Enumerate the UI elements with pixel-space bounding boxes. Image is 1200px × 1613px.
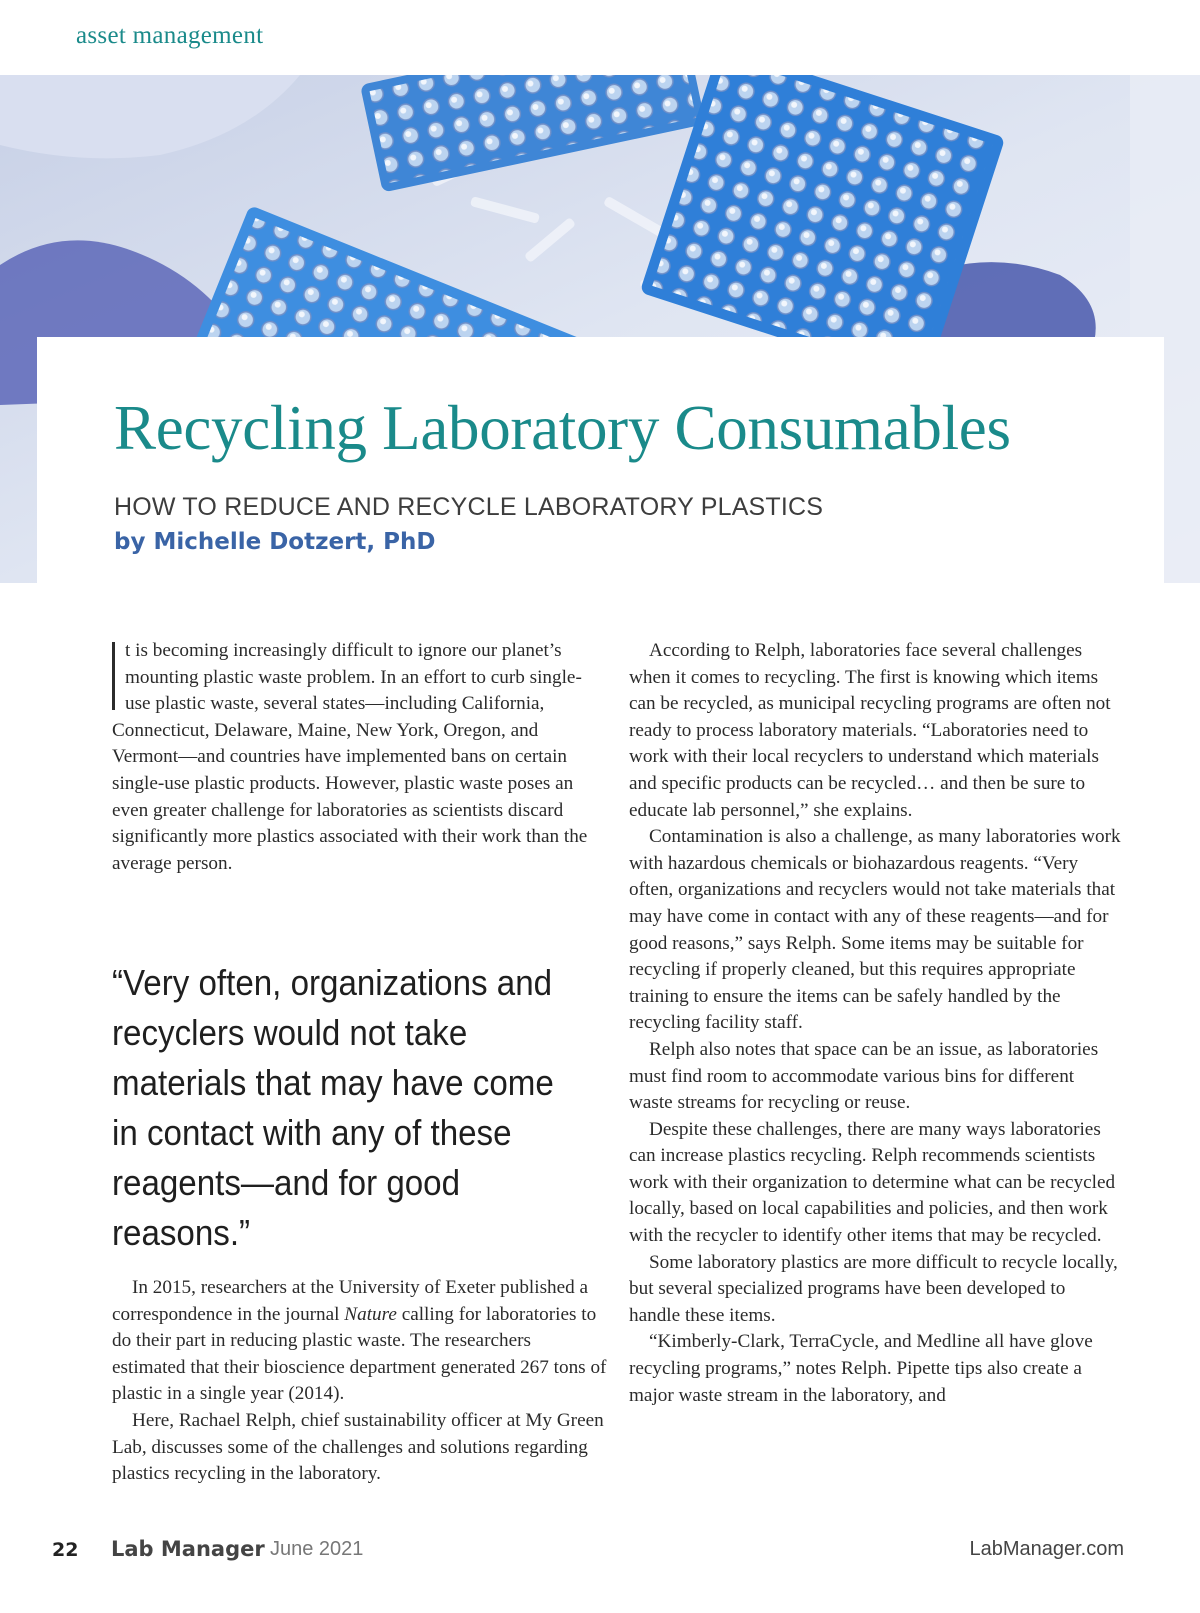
website-link[interactable]: LabManager.com <box>969 1538 1124 1560</box>
article-byline: by Michelle Dotzert, PhD <box>114 529 436 555</box>
intro-text: t is becoming increasingly difficult to ignore our planet’s mounting plastic waste problem. In an effort to curb single-use plastic waste, several states—including California, Connecticut, Delaware, Maine, New York, Oregon, and Vermont—and countries have implemented bans on certain single-use plastic products. However, plastic waste poses an even greater challenge for laboratories as scientists discard significantly more plastics associated with their work than the average person. <box>112 640 588 874</box>
paragraph-text: calling for laboratories to do their part in reducing plastic waste. The researchers estimated that their bioscience department generated 267 tons of plastic in a single year (2014). <box>112 1303 607 1405</box>
paragraph: Contamination is also a challenge, as many laboratories work with hazardous chemicals or biohazardous reagents. “Very often, organizations and recyclers would not take materials that may have come in contact with any of these reagents—and for good reasons,” says Relph. Some items may be suitable for recycling if properly cleaned, but this requires appropriate training to ensure the items can be safely handled by the recycling facility staff. <box>629 826 1121 1034</box>
paragraph-text: In 2015, researchers at the University of Exeter published a correspondence in the journal <box>112 1277 589 1325</box>
magazine-name: Lab Manager <box>111 1537 265 1561</box>
issue-date: June 2021 <box>270 1538 364 1560</box>
article-subtitle: HOW TO REDUCE AND RECYCLE LABORATORY PLASTICS <box>114 493 824 521</box>
page-number: 22 <box>52 1539 79 1561</box>
section-label: asset management <box>76 22 264 49</box>
right-column-body <box>629 638 1121 1409</box>
article-title: Recycling Laboratory Consumables <box>114 393 1011 463</box>
title-card <box>37 337 1164 583</box>
paragraph: Here, Rachael Relph, chief sustainability officer at My Green Lab, discusses some of the challenges and solutions regarding plastics recycling in the laboratory. <box>112 1409 604 1485</box>
left-column-body <box>112 1275 607 1488</box>
pull-quote: “Very often, organizations and recyclers would not take materials that may have come in contact with any of these reagents—and for good reasons.” <box>112 962 554 1253</box>
intro-paragraph <box>112 638 607 877</box>
paragraph: Some laboratory plastics are more difficult to recycle locally, but several specialized programs have been developed to handle these items. <box>629 1251 1118 1326</box>
paragraph: Relph also notes that space can be an issue, as laboratories must find room to accommodate various bins for different waste streams for recycling or reuse. <box>629 1038 1099 1114</box>
journal-name: Nature <box>344 1303 397 1325</box>
paragraph <box>112 1275 607 1408</box>
paragraph: “Kimberly-Clark, TerraCycle, and Medline all have glove recycling programs,” notes Relph. Pipette tips also create a major waste stream in the laboratory, and <box>629 1331 1093 1406</box>
paragraph: Despite these challenges, there are many ways laboratories can increase plastics recycling. Relph recommends scientists work with their organization to determine what can be recycled locally, based on local capabilities and policies, and then work with the recycler to identify other items that may be recycled. <box>629 1118 1116 1247</box>
dropcap-letter <box>112 642 115 710</box>
paragraph: According to Relph, laboratories face several challenges when it comes to recycling. The first is knowing which items can be recycled, as municipal recycling programs are often not ready to process laboratory materials. “Laboratories need to work with their local recyclers to understand which materials and specific products can be recycled… and then be sure to educate lab personnel,” she explains. <box>629 640 1111 821</box>
